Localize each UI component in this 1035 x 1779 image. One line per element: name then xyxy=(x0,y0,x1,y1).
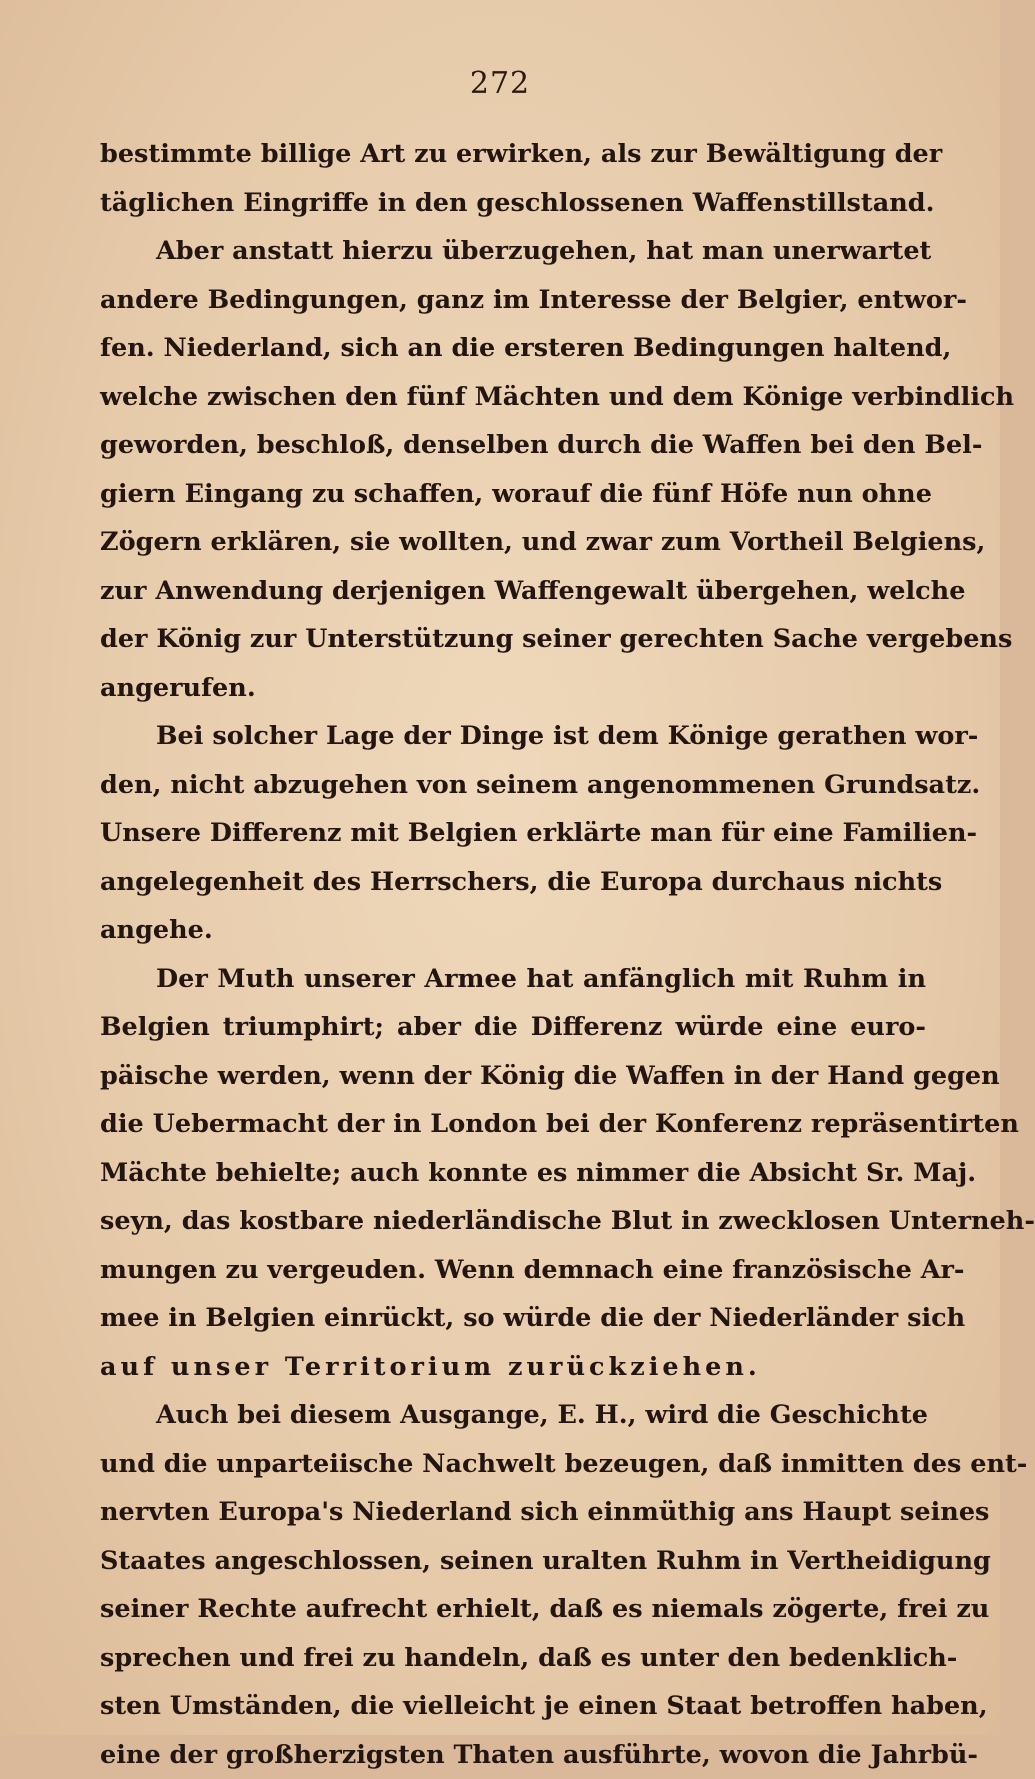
text-line: und die unparteiische Nachwelt bezeugen, daß inmitten des ent- xyxy=(100,1440,926,1489)
text-line: mee in Belgien einrückt, so würde die der Niederländer sich xyxy=(100,1294,926,1343)
text-line: auf unser Territorium zurückziehen. xyxy=(100,1343,926,1392)
text-line: zur Anwendung derjenigen Waffengewalt übergehen, welche xyxy=(100,567,926,616)
text-line: Bei solcher Lage der Dinge ist dem Könige gerathen wor- xyxy=(100,712,926,761)
text-line: Unsere Differenz mit Belgien erklärte man für eine Familien- xyxy=(100,809,926,858)
text-line: die Uebermacht der in London bei der Konferenz repräsentirten xyxy=(100,1100,926,1149)
text-line: angelegenheit des Herrschers, die Europa durchaus nichts xyxy=(100,858,926,907)
text-line: Belgien triumphirt; aber die Differenz würde eine euro- xyxy=(100,1003,926,1052)
text-line: täglichen Eingriffe in den geschlossenen Waffenstillstand. xyxy=(100,179,926,228)
text-line: welche zwischen den fünf Mächten und dem Könige verbindlich xyxy=(100,373,926,422)
text-line: seyn, das kostbare niederländische Blut in zwecklosen Unterneh- xyxy=(100,1197,926,1246)
text-line: angerufen. xyxy=(100,664,926,713)
page-number: 272 xyxy=(0,66,1000,101)
text-line: der König zur Unterstützung seiner gerechten Sache vergebens xyxy=(100,615,926,664)
text-line: eine der großherzigsten Thaten ausführte, wovon die Jahrbü- xyxy=(100,1731,926,1779)
text-line: Mächte behielte; auch konnte es nimmer die Absicht Sr. Maj. xyxy=(100,1149,926,1198)
text-line: angehe. xyxy=(100,906,926,955)
text-line: mungen zu vergeuden. Wenn demnach eine französische Ar- xyxy=(100,1246,926,1295)
text-line: giern Eingang zu schaffen, worauf die fünf Höfe nun ohne xyxy=(100,470,926,519)
text-line: päische werden, wenn der König die Waffen in der Hand gegen xyxy=(100,1052,926,1101)
text-line: sprechen und frei zu handeln, daß es unter den bedenklich- xyxy=(100,1634,926,1683)
text-line: den, nicht abzugehen von seinem angenommenen Grundsatz. xyxy=(100,761,926,810)
text-line: seiner Rechte aufrecht erhielt, daß es niemals zögerte, frei zu xyxy=(100,1585,926,1634)
text-line: Aber anstatt hierzu überzugehen, hat man unerwartet xyxy=(100,227,926,276)
text-line: andere Bedingungen, ganz im Interesse der Belgier, entwor- xyxy=(100,276,926,325)
text-line: Zögern erklären, sie wollten, und zwar zum Vortheil Belgiens, xyxy=(100,518,926,567)
text-line: Der Muth unserer Armee hat anfänglich mit Ruhm in xyxy=(100,955,926,1004)
text-line: Auch bei diesem Ausgange, E. H., wird die Geschichte xyxy=(100,1391,926,1440)
text-line: geworden, beschloß, denselben durch die Waffen bei den Bel- xyxy=(100,421,926,470)
text-line: fen. Niederland, sich an die ersteren Bedingungen haltend, xyxy=(100,324,926,373)
text-line: Staates angeschlossen, seinen uralten Ruhm in Vertheidigung xyxy=(100,1537,926,1586)
text-line: nervten Europa's Niederland sich einmüthig ans Haupt seines xyxy=(100,1488,926,1537)
text-line: bestimmte billige Art zu erwirken, als zur Bewältigung der xyxy=(100,130,926,179)
text-line: sten Umständen, die vielleicht je einen Staat betroffen haben, xyxy=(100,1682,926,1731)
body-text xyxy=(100,130,926,1779)
